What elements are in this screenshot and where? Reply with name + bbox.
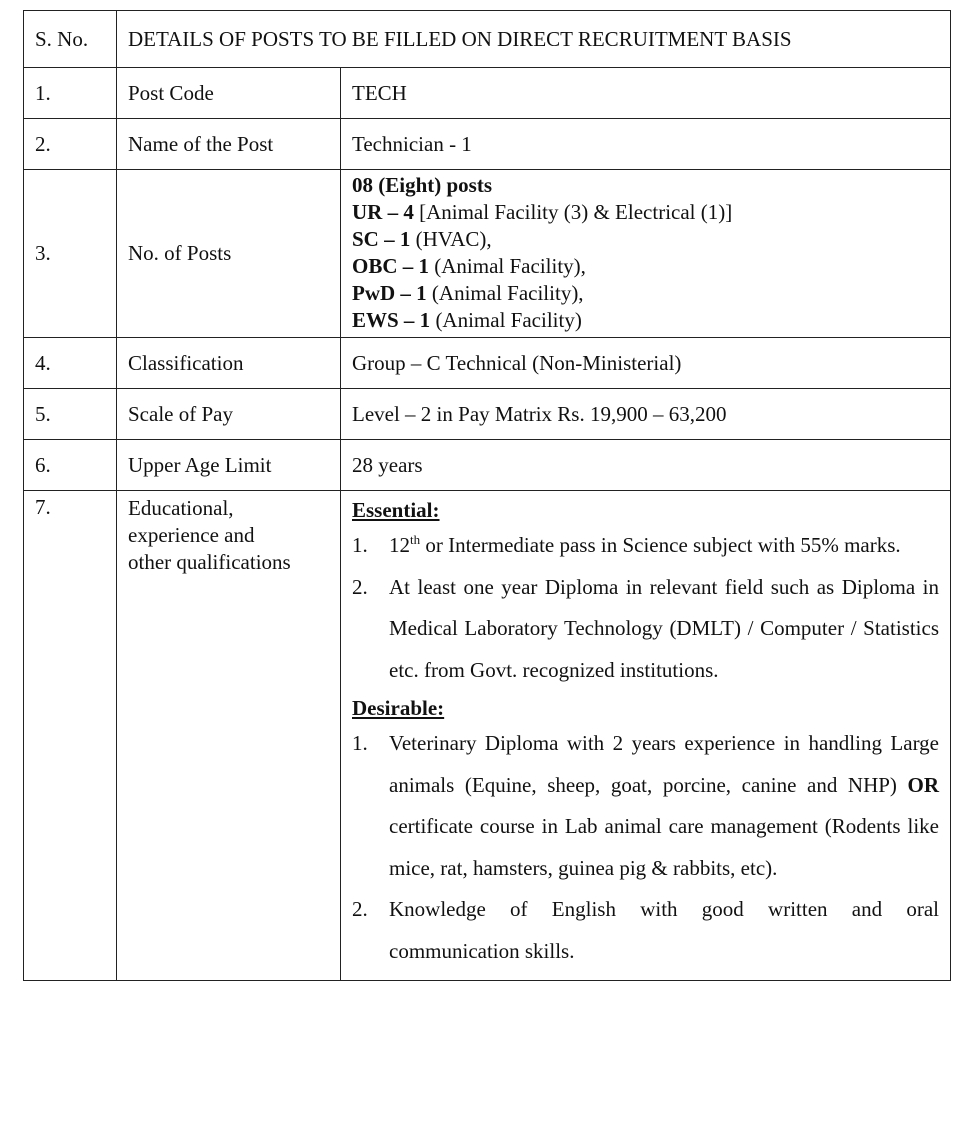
posts-line-ews: EWS – 1 (Animal Facility) — [352, 308, 582, 332]
posts-line-sc: SC – 1 (HVAC), — [352, 227, 492, 251]
list-item: 2. At least one year Diploma in relevant field such as Diploma in Medical Laboratory Technology (DMLT) / Computer / Statistics etc. from Govt. recognized institutions. — [352, 574, 940, 682]
row-label: Classification — [117, 338, 341, 389]
header-sno: S. No. — [24, 11, 117, 68]
row-label: Upper Age Limit — [117, 440, 341, 491]
row-label: Educational, experience and other qualifications — [117, 491, 341, 981]
qualifications — [341, 491, 951, 981]
desirable-list — [352, 723, 939, 972]
header-details: DETAILS OF POSTS TO BE FILLED ON DIRECT RECRUITMENT BASIS — [117, 11, 951, 68]
row-label: Scale of Pay — [117, 389, 341, 440]
posts-total: 08 (Eight) posts — [352, 173, 493, 197]
row-sno: 2. — [24, 119, 117, 170]
row-sno: 4. — [24, 338, 117, 389]
posts-line-obc: OBC – 1 (Animal Facility), — [352, 254, 586, 278]
row-label: No. of Posts — [117, 170, 341, 338]
row-value: Technician - 1 — [341, 119, 951, 170]
posts-breakdown — [341, 170, 951, 338]
desirable-title: Desirable: — [352, 696, 445, 720]
table-row — [24, 68, 951, 119]
row-value: Level – 2 in Pay Matrix Rs. 19,900 – 63,200 — [341, 389, 951, 440]
recruitment-details-table — [23, 10, 951, 981]
row-label: Post Code — [117, 68, 341, 119]
row-sno: 7. — [24, 491, 117, 981]
table-row — [24, 170, 951, 338]
table-row — [24, 338, 951, 389]
essential-title: Essential: — [352, 498, 440, 522]
essential-list — [352, 525, 939, 691]
table-row — [24, 389, 951, 440]
list-item: 1. Veterinary Diploma with 2 years experience in handling Large animals (Equine, sheep, goat, porcine, canine and NHP) OR certificate course in Lab animal care management (Rodents like mice, rat, hamsters, guinea pig & rabbits, etc). — [352, 731, 940, 880]
row-sno: 6. — [24, 440, 117, 491]
table-header-row — [24, 11, 951, 68]
row-value: 28 years — [341, 440, 951, 491]
list-item: 1. 12th or Intermediate pass in Science subject with 55% marks. — [352, 532, 901, 557]
posts-line-ur: UR – 4 [Animal Facility (3) & Electrical (1)] — [352, 200, 733, 224]
row-value: TECH — [341, 68, 951, 119]
row-sno: 5. — [24, 389, 117, 440]
row-sno: 1. — [24, 68, 117, 119]
row-sno: 3. — [24, 170, 117, 338]
list-item: 2. Knowledge of English with good written and oral communication skills. — [352, 897, 940, 963]
table-row — [24, 440, 951, 491]
posts-line-pwd: PwD – 1 (Animal Facility), — [352, 281, 584, 305]
table-row — [24, 119, 951, 170]
row-label: Name of the Post — [117, 119, 341, 170]
table-row — [24, 491, 951, 981]
row-value: Group – C Technical (Non-Ministerial) — [341, 338, 951, 389]
